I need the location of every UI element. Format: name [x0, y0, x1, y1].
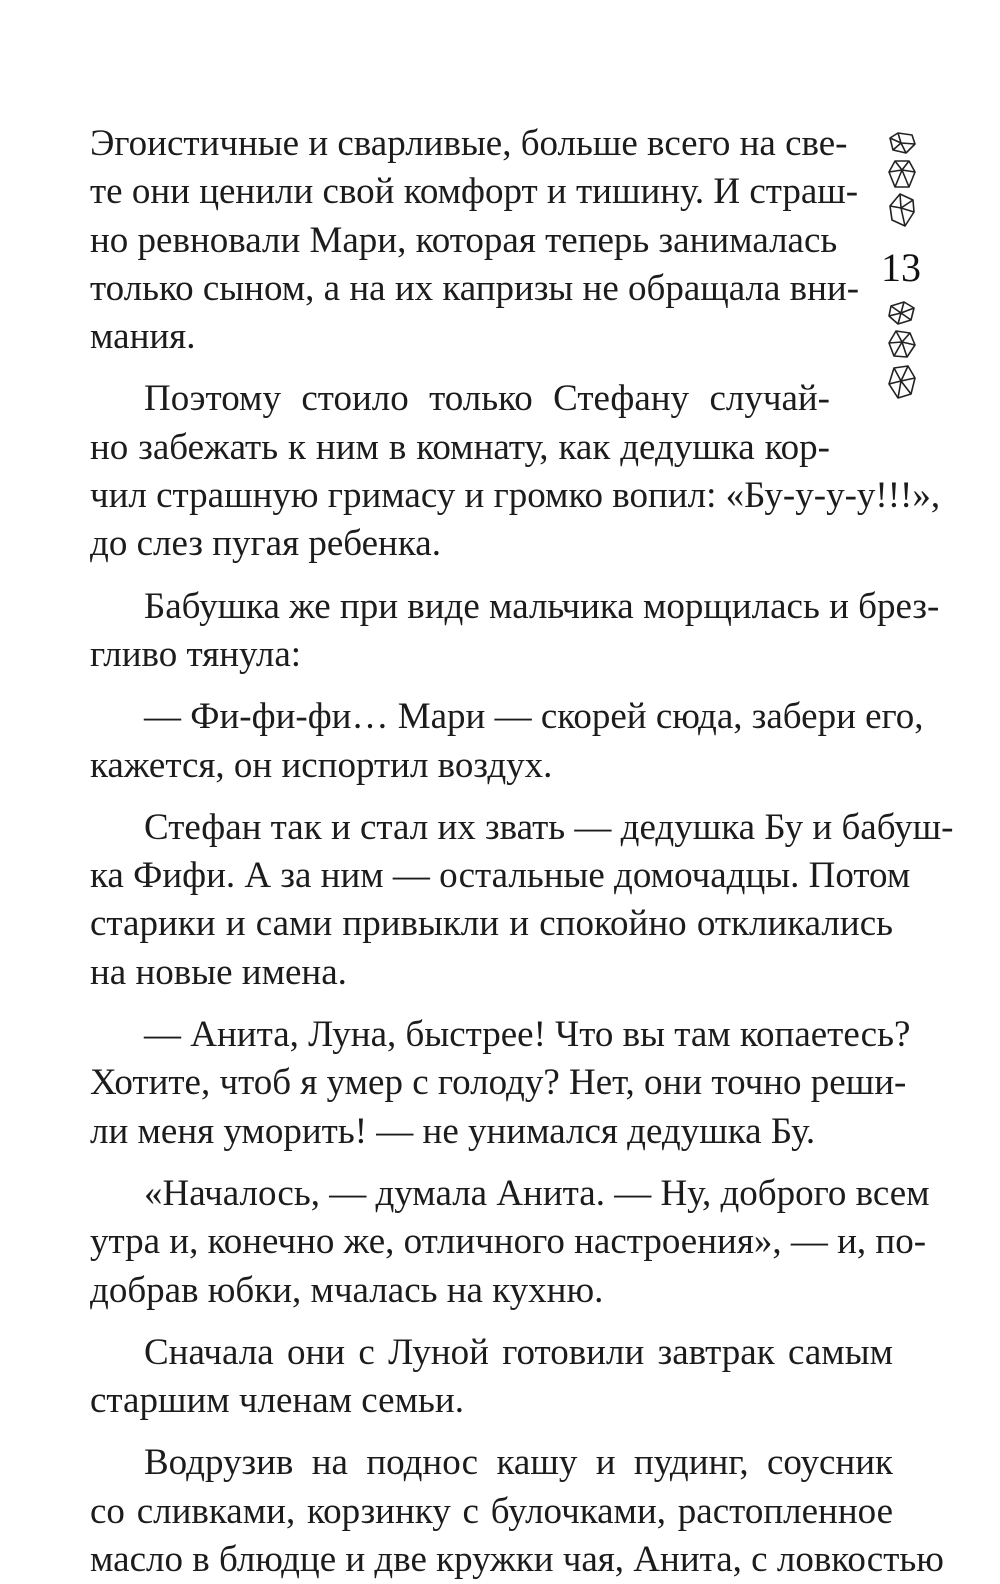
- crystal-icon: [886, 130, 918, 156]
- text-line: старшим членам семьи.: [90, 1380, 464, 1422]
- text-line: Поэтому стоило только Стефану случай-: [144, 378, 830, 420]
- text-line: масло в блюдце и две кружки чая, Анита, с ловкостью: [90, 1539, 944, 1581]
- text-line: Хотите, чтоб я умер с голоду? Нет, они точно реши-: [90, 1062, 907, 1104]
- text-line: Водрузив на поднос кашу и пудинг, соусник: [144, 1442, 893, 1484]
- text-line: мания.: [90, 316, 196, 358]
- text-line: Сначала они с Луной готовили завтрак самым: [144, 1331, 893, 1373]
- crystal-icon: [886, 364, 918, 400]
- text-line: только сыном, а на их капризы не обращала вни-: [90, 267, 860, 309]
- text-line: «Началось, — думала Анита. — Ну, доброго всем: [144, 1172, 930, 1214]
- text-line: но забежать к ним в комнату, как дедушка кор-: [90, 426, 830, 468]
- text-line: на новые имена.: [90, 951, 347, 993]
- text-line: те они ценили свой комфорт и тишину. И страш-: [90, 171, 859, 213]
- text-line: чил страшную гримасу и громко вопил: «Бу-у-у-у!!!»,: [90, 475, 941, 517]
- crystal-icon: [886, 192, 918, 228]
- text-line: до слез пугая ребенка.: [90, 523, 441, 565]
- text-line: ка Фифи. А за ним — остальные домочадцы. Потом: [90, 855, 911, 897]
- text-line: утра и, конечно же, отличного настроения», — и, по-: [90, 1221, 927, 1263]
- text-line: — Фи-фи-фи… Мари — скорей сюда, забери его,: [144, 696, 924, 738]
- text-line: старики и сами привыкли и спокойно откликались: [90, 903, 893, 945]
- text-line: со сливками, корзинку с булочками, растопленное: [90, 1490, 893, 1532]
- text-line: ли меня уморить! — не унимался дедушка Бу.: [90, 1110, 816, 1152]
- crystal-icon: [886, 300, 918, 326]
- page-margin-ornament: [868, 128, 938, 418]
- text-line: кажется, он испортил воздух.: [90, 744, 553, 786]
- text-line: добрав юбки, мчалась на кухню.: [90, 1269, 604, 1311]
- text-line: Стефан так и стал их звать — дедушка Бу и бабуш-: [144, 806, 954, 848]
- text-line: гливо тянула:: [90, 633, 302, 675]
- crystal-icon: [886, 158, 918, 190]
- text-line: Бабушка же при виде мальчика морщилась и брез-: [144, 585, 940, 627]
- page-number: 13: [881, 245, 921, 290]
- text-line: но ревновали Мари, которая теперь занималась: [90, 219, 838, 261]
- crystal-icon: [886, 328, 918, 360]
- text-line: — Анита, Луна, быстрее! Что вы там копаетесь?: [144, 1014, 911, 1056]
- text-line: Эгоистичные и сварливые, больше всего на све-: [90, 123, 848, 164]
